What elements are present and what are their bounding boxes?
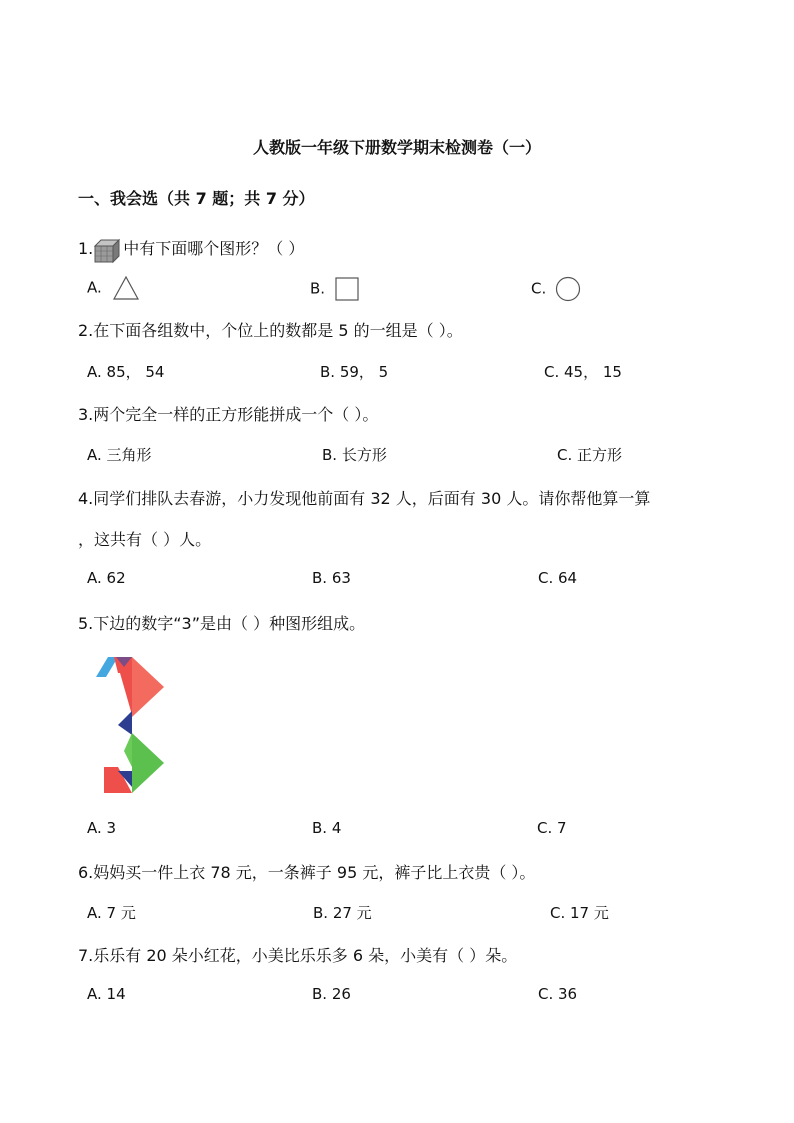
question-3-option-c[interactable]: C. 正方形 [557,446,623,464]
question-6-option-a[interactable]: A. 7 元 [87,904,136,922]
cube-icon [93,238,121,264]
question-2-option-b[interactable]: B. 59， 5 [320,363,389,381]
question-7-option-c[interactable]: C. 36 [538,985,578,1003]
question-1-text: 中有下面哪个图形？（ ） [123,239,305,258]
tangram-digit-3-figure [94,655,166,795]
question-5-option-b[interactable]: B. 4 [312,819,342,837]
question-2: 2.在下面各组数中，个位上的数都是 5 的一组是（ ）。 [78,321,463,340]
option-label: B. [310,279,326,298]
question-4-option-a[interactable]: A. 62 [87,569,126,587]
question-4-line-1: 4.同学们排队去春游，小力发现他前面有 32 人，后面有 30 人。请你帮他算一算 [78,489,651,508]
question-1-option-c[interactable] [531,276,581,302]
question-1-number: 1. [78,239,94,258]
question-6-option-c[interactable]: C. 17 元 [550,904,609,922]
question-5-option-c[interactable]: C. 7 [537,819,567,837]
option-label: C. [531,279,547,298]
circle-icon [555,276,581,302]
question-1 [78,236,304,262]
question-7-option-b[interactable]: B. 26 [312,985,351,1003]
question-5: 5.下边的数字“3”是由（ ）种图形组成。 [78,614,366,633]
question-6: 6.妈妈买一件上衣 78 元，一条裤子 95 元，裤子比上衣贵（ ）。 [78,863,536,882]
question-2-option-a[interactable]: A. 85， 54 [87,363,165,381]
page-title: 人教版一年级下册数学期末检测卷（一） [252,138,541,157]
question-3: 3.两个完全一样的正方形能拼成一个（ ）。 [78,405,379,424]
question-3-option-a[interactable]: A. 三角形 [87,446,152,464]
triangle-icon [113,276,139,300]
question-1-option-a[interactable] [87,276,139,300]
question-4-option-b[interactable]: B. 63 [312,569,351,587]
square-icon [334,276,360,302]
question-7-option-a[interactable]: A. 14 [87,985,126,1003]
question-3-option-b[interactable]: B. 长方形 [322,446,387,464]
section-heading: 一、我会选（共 7 题；共 7 分） [78,189,315,208]
question-5-option-a[interactable]: A. 3 [87,819,117,837]
option-label: A. [87,278,102,297]
question-1-option-b[interactable] [310,276,360,302]
question-7: 7.乐乐有 20 朵小红花，小美比乐乐多 6 朵，小美有（ ）朵。 [78,946,518,965]
question-4-option-c[interactable]: C. 64 [538,569,578,587]
question-6-option-b[interactable]: B. 27 元 [313,904,372,922]
question-4-line-2: ，这共有（ ）人。 [78,530,212,549]
question-2-option-c[interactable]: C. 45， 15 [544,363,622,381]
